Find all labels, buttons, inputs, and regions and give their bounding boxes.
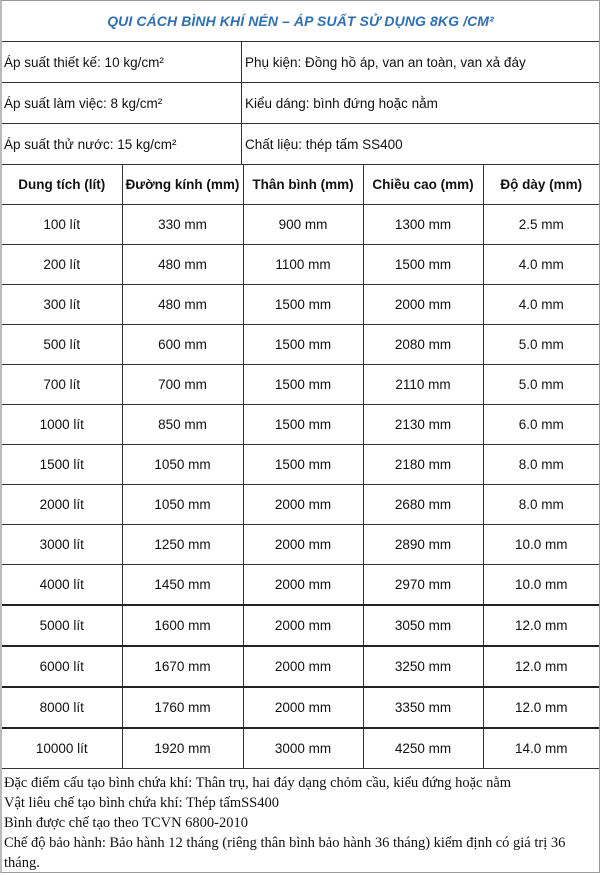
spec-material: Chất liệu: thép tấm SS400 [245,136,403,152]
cell-height: 3050 mm [363,605,483,646]
spec-test-pressure: Áp suất thử nước: 15 kg/cm² [2,124,242,164]
cell-body: 900 mm [243,205,363,245]
cell-body: 2000 mm [243,605,363,646]
cell-capacity: 5000 lít [2,605,122,646]
table-row [2,325,599,365]
cell-diameter: 330 mm [122,205,243,245]
cell-diameter: 1050 mm [122,445,243,485]
header-body: Thân bình (mm) [243,165,363,205]
cell-height: 2000 mm [363,285,483,325]
cell-capacity: 8000 lít [2,687,122,728]
note-material: Vật liêu chế tạo bình chứa khí: Thép tấmSS400 [4,795,279,811]
note-warranty: Chế độ bảo hành: Bảo hành 12 tháng (riêng thân bình bảo hành 36 tháng) kiểm định có giá trị 36 tháng. [4,835,566,871]
header-thickness: Độ dày (mm) [483,165,599,205]
cell-diameter: 1670 mm [122,646,243,687]
cell-capacity: 3000 lít [2,525,122,565]
cell-body: 1500 mm [243,445,363,485]
cell-diameter: 700 mm [122,365,243,405]
cell-diameter: 480 mm [122,285,243,325]
cell-height: 1300 mm [363,205,483,245]
header-diameter: Đường kính (mm) [122,165,243,205]
cell-thickness: 12.0 mm [483,646,599,687]
sheet-title: QUI CÁCH BÌNH KHÍ NÉN – ÁP SUẤT SỬ DỤNG 8KG /CM² [2,1,599,42]
cell-body: 1500 mm [243,405,363,445]
cell-body: 1500 mm [243,365,363,405]
table-row [2,365,599,405]
cell-thickness: 6.0 mm [483,405,599,445]
cell-capacity: 2000 lít [2,485,122,525]
cell-body: 2000 mm [243,485,363,525]
spec-row-test-pressure [2,124,599,165]
cell-diameter: 1450 mm [122,565,243,606]
cell-capacity: 500 lít [2,325,122,365]
spec-row-design-pressure [2,42,599,83]
cell-capacity: 300 lít [2,285,122,325]
table-body [2,205,599,769]
cell-height: 2180 mm [363,445,483,485]
cell-diameter: 1250 mm [122,525,243,565]
cell-thickness: 10.0 mm [483,565,599,606]
cell-thickness: 5.0 mm [483,365,599,405]
cell-capacity: 1000 lít [2,405,122,445]
cell-thickness: 8.0 mm [483,445,599,485]
spec-table [2,165,599,769]
cell-diameter: 1050 mm [122,485,243,525]
table-row [2,485,599,525]
cell-thickness: 12.0 mm [483,605,599,646]
table-row [2,605,599,646]
cell-body: 1500 mm [243,325,363,365]
spec-design-pressure: Áp suất thiết kế: 10 kg/cm² [2,42,242,82]
notes [2,769,599,873]
header-height: Chiều cao (mm) [363,165,483,205]
cell-capacity: 6000 lít [2,646,122,687]
table-row [2,405,599,445]
cell-diameter: 600 mm [122,325,243,365]
cell-thickness: 4.0 mm [483,245,599,285]
cell-thickness: 5.0 mm [483,325,599,365]
cell-diameter: 850 mm [122,405,243,445]
cell-diameter: 1920 mm [122,728,243,769]
cell-thickness: 8.0 mm [483,485,599,525]
cell-height: 2130 mm [363,405,483,445]
cell-capacity: 200 lít [2,245,122,285]
table-row [2,687,599,728]
table-row [2,646,599,687]
header-capacity: Dung tích (lít) [2,165,122,205]
cell-body: 2000 mm [243,646,363,687]
note-structure: Đặc điểm cấu tạo bình chứa khí: Thân trụ, hai đáy dạng chỏm cầu, kiểu đứng hoặc nằm [4,775,512,791]
cell-height: 1500 mm [363,245,483,285]
cell-thickness: 4.0 mm [483,285,599,325]
table-row [2,205,599,245]
cell-height: 2110 mm [363,365,483,405]
cell-height: 2890 mm [363,525,483,565]
cell-capacity: 4000 lít [2,565,122,606]
table-row [2,728,599,769]
table-header-row [2,165,599,205]
cell-thickness: 14.0 mm [483,728,599,769]
cell-height: 3250 mm [363,646,483,687]
cell-capacity: 1500 lít [2,445,122,485]
cell-body: 2000 mm [243,565,363,606]
spec-accessories: Phụ kiện: Đồng hồ áp, van an toàn, van xả đáy [245,54,526,70]
cell-capacity: 10000 lít [2,728,122,769]
cell-capacity: 700 lít [2,365,122,405]
cell-height: 4250 mm [363,728,483,769]
cell-height: 2080 mm [363,325,483,365]
cell-diameter: 1760 mm [122,687,243,728]
cell-diameter: 1600 mm [122,605,243,646]
cell-diameter: 480 mm [122,245,243,285]
note-standard: Bình được chế tạo theo TCVN 6800-2010 [4,815,249,831]
spec-row-working-pressure [2,83,599,124]
cell-thickness: 10.0 mm [483,525,599,565]
cell-thickness: 2.5 mm [483,205,599,245]
cell-height: 2970 mm [363,565,483,606]
table-row [2,525,599,565]
cell-capacity: 100 lít [2,205,122,245]
table-row [2,245,599,285]
cell-height: 3350 mm [363,687,483,728]
table-row [2,285,599,325]
cell-body: 1500 mm [243,285,363,325]
table-row [2,445,599,485]
cell-height: 2680 mm [363,485,483,525]
cell-body: 2000 mm [243,525,363,565]
spec-working-pressure: Áp suất làm việc: 8 kg/cm² [2,83,242,123]
cell-thickness: 12.0 mm [483,687,599,728]
cell-body: 2000 mm [243,687,363,728]
cell-body: 1100 mm [243,245,363,285]
spec-style: Kiểu dáng: bình đứng hoặc nằm [245,95,438,111]
cell-body: 3000 mm [243,728,363,769]
table-row [2,565,599,606]
